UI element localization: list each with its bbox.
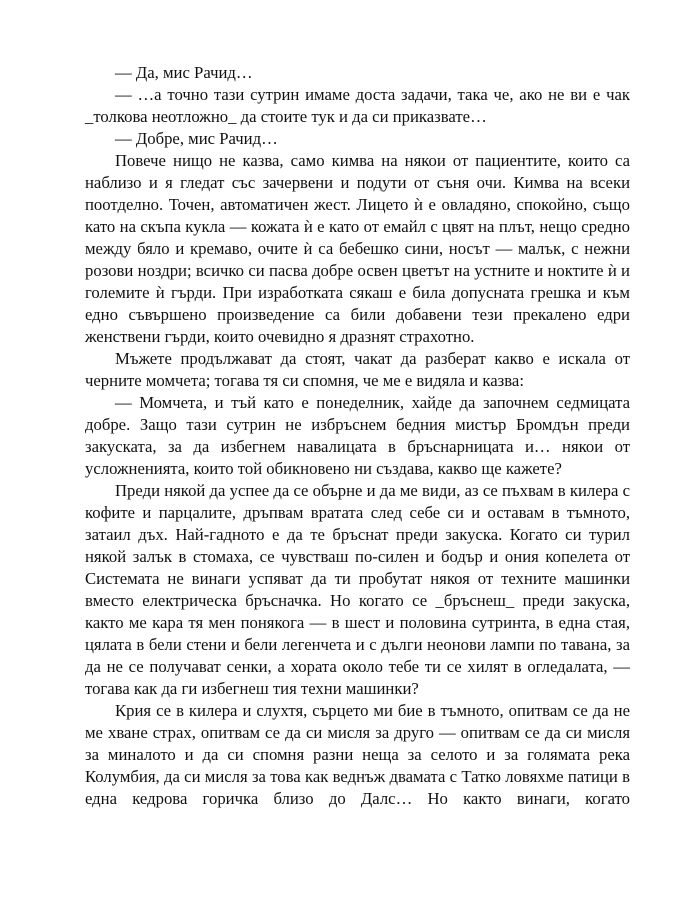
narrative-paragraph: Мъжете продължават да стоят, чакат да разберат какво е искала от черните момчета; тогава тя си спомня, че ме е видяла и казва: [85,349,630,390]
dialogue-paragraph: — …а точно тази сутрин имаме доста задачи, така че, ако не ви е чак _толкова неотложно_ да стоите тук и да си приказвате… [85,85,630,126]
narrative-paragraph: Крия се в килера и слухтя, сърцето ми бие в тъмното, опитвам се да не ме хване страх, опитвам се да си мисля за друго — опитвам се да си мисля за миналото и да си спомня разни неща за селото и за голямата река Колумбия, да си мисля за това как веднъж двамата с Татко ловяхме патици в една кедрова горичка близо до Далс… Но както винаги, когато [85,701,630,808]
dialogue-paragraph: — Да, мис Рачид… [115,63,253,82]
dialogue-paragraph: — Момчета, и тъй като е понеделник, хайде да започнем седмицата добре. Защо тази сутрин не избръснем бедния мистър Бромдън преди закуската, за да избегнем навалицата в бръснарницата и… някои от усложненията, които той обикновено ни създава, какво ще кажете? [85,393,630,478]
narrative-paragraph: Повече нищо не казва, само кимва на някои от пациентите, които са наблизо и я гледат със зачервени и подути от съня очи. Кимва на всеки поотделно. Точен, автоматичен жест. Лицето ѝ е овладяно, спокойно, също като на скъпа кукла — кожата ѝ е като от емайл с цвят на плът, нещо средно между бяло и кремаво, очите ѝ са бебешко сини, носът — малък, с нежни розови ноздри; всичко си пасва добре освен цветът на устните и ноктите ѝ и големите ѝ гърди. При изработката сякаш е била допусната грешка и към едно съвършено произведение са били добавени тези прекалено едри женствени гърди, които очевидно я дразнят страхотно. [85,151,630,346]
dialogue-paragraph: — Добре, мис Рачид… [115,129,278,148]
narrative-paragraph: Преди някой да успее да се обърне и да ме види, аз се пъхвам в килера с кофите и парцалите, дръпвам вратата след себе си и оставам в тъмното, затаил дъх. Най-гадното е да те бръснат преди закуска. Когато си турил някой залък в стомаха, се чувстваш по-силен и бодър и ония копелета от Системата не винаги успяват да ти пробутат някоя от техните машинки вместо електрическа бръсначка. Но когато се _бръснеш_ преди закуска, както ме кара тя мен понякога — в шест и половина сутринта, в една стая, цялата в бели стени и бели легенчета и с дълги неонови лампи по тавана, за да не се получават сенки, а хората около тебе ти се хилят в огледалата, — тогава как да ги избегнеш тия техни машинки? [85,481,630,698]
body-text [85,62,630,810]
